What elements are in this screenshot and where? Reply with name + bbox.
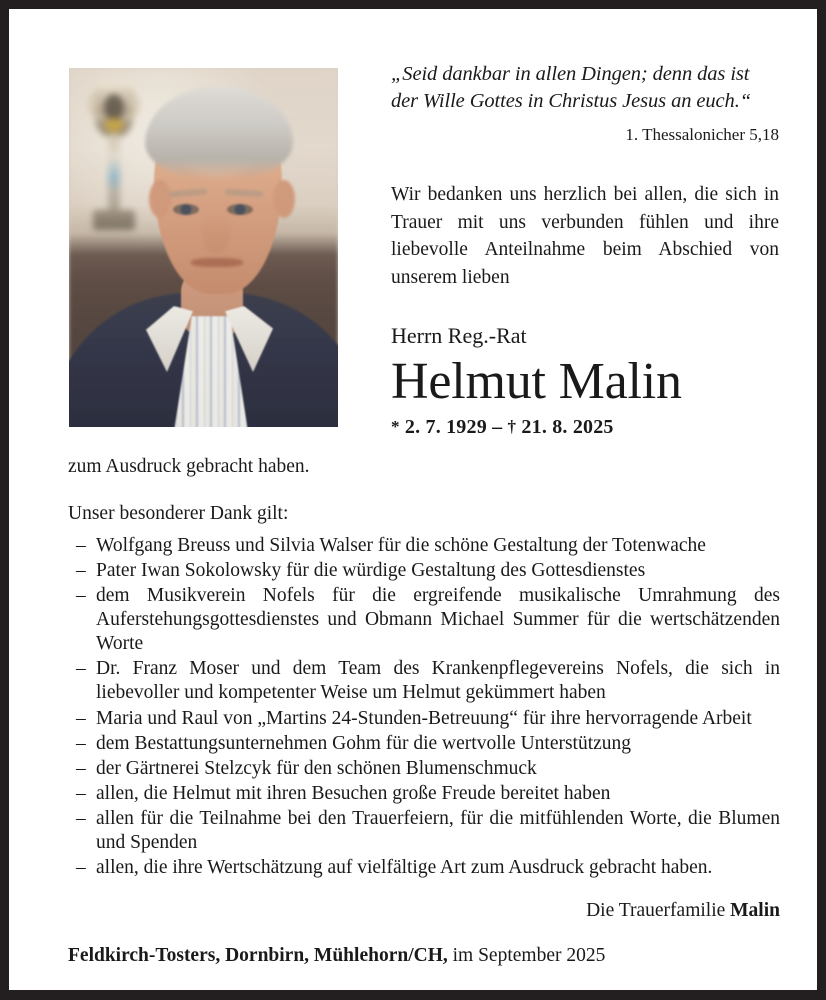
list-item-text: der Gärtnerei Stelzcyk für den schönen Blumenschmuck bbox=[96, 757, 537, 779]
family-prefix: Die Trauerfamilie bbox=[586, 900, 731, 921]
family-name: Malin bbox=[730, 900, 780, 921]
bible-quote: „Seid dankbar in allen Dingen; denn das ist der Wille Gottes in Christus Jesus an euch.“ bbox=[391, 63, 752, 113]
life-dates bbox=[391, 416, 779, 439]
list-item bbox=[68, 807, 780, 855]
list-item bbox=[68, 584, 780, 656]
bullet-dash-icon: – bbox=[76, 535, 86, 556]
death-cross-icon: † bbox=[507, 416, 517, 436]
bible-quote-source: 1. Thessalonicher 5,18 bbox=[625, 124, 779, 144]
death-date: 21. 8. 2025 bbox=[521, 415, 614, 438]
birth-date: 2. 7. 1929 bbox=[404, 415, 487, 438]
list-item-text: dem Bestattungsunternehmen Gohm für die wertvolle Unterstützung bbox=[96, 732, 632, 754]
closing-line: zum Ausdruck gebracht haben. bbox=[68, 456, 310, 477]
list-item-text: Wolfgang Breuss und Silvia Walser für die schöne Gestaltung der Totenwache bbox=[96, 535, 706, 556]
honorific-title: Herrn Reg.-Rat bbox=[391, 322, 527, 348]
list-item bbox=[68, 559, 780, 583]
page-title: Helmut Malin bbox=[391, 352, 682, 410]
header-column bbox=[391, 61, 779, 439]
bullet-dash-icon: – bbox=[76, 732, 86, 754]
list-item-text: Dr. Franz Moser und dem Team des Krankenpflegevereins Nofels, die sich in liebevoller und kompetenter Weise um Helmut gekümmert haben bbox=[96, 658, 780, 704]
obituary-content-area bbox=[9, 9, 817, 990]
bullet-dash-icon: – bbox=[76, 560, 86, 582]
publication-date: im September 2025 bbox=[447, 945, 606, 966]
list-item-text: Pater Iwan Sokolowsky für die würdige Gestaltung des Gottesdienstes bbox=[96, 560, 646, 582]
birth-star-icon: * bbox=[391, 416, 400, 436]
list-item-text: dem Musikverein Nofels für die ergreifende musikalische Umrahmung des Auferstehungsgottesdienstes und Obmann Michael Summer für die wertschätzenden Worte bbox=[96, 585, 780, 655]
list-item bbox=[68, 732, 780, 756]
list-item bbox=[68, 757, 780, 781]
portrait-photo bbox=[69, 68, 338, 427]
body-text-block bbox=[68, 456, 780, 881]
list-item bbox=[68, 856, 780, 880]
bullet-dash-icon: – bbox=[76, 707, 86, 729]
list-item bbox=[68, 707, 780, 731]
place-and-date-line bbox=[68, 945, 780, 967]
list-item-text: allen, die ihre Wertschätzung auf vielfältige Art zum Ausdruck gebracht haben. bbox=[96, 857, 713, 879]
bullet-dash-icon: – bbox=[76, 782, 86, 804]
photo-overlay bbox=[69, 68, 338, 427]
intro-paragraph: Wir bedanken uns herzlich bei allen, die sich in Trauer mit uns verbunden fühlen und ihre liebevolle Anteilnahme beim Abschied von unserem lieben bbox=[391, 183, 779, 288]
list-item-text: Maria und Raul von „Martins 24-Stunden-Betreuung“ für ihre hervorragende Arbeit bbox=[96, 707, 752, 729]
bullet-dash-icon: – bbox=[76, 585, 86, 607]
list-item-text: allen für die Teilnahme bei den Trauerfeiern, für die mitfühlenden Worte, die Blumen und Spenden bbox=[96, 807, 780, 853]
places: Feldkirch-Tosters, Dornbirn, Mühlehorn/CH, bbox=[68, 945, 448, 966]
list-item bbox=[68, 534, 780, 558]
date-separator: – bbox=[492, 415, 503, 438]
list-item bbox=[68, 657, 780, 705]
mourning-family-line bbox=[68, 900, 780, 922]
bullet-dash-icon: – bbox=[76, 658, 86, 680]
bullet-dash-icon: – bbox=[76, 857, 86, 879]
thanks-heading: Unser besonderer Dank gilt: bbox=[68, 503, 289, 524]
bullet-dash-icon: – bbox=[76, 807, 86, 829]
thanks-list bbox=[68, 534, 780, 880]
list-item bbox=[68, 782, 780, 806]
list-item-text: allen, die Helmut mit ihren Besuchen große Freude bereitet haben bbox=[96, 782, 611, 804]
bullet-dash-icon: – bbox=[76, 757, 86, 779]
